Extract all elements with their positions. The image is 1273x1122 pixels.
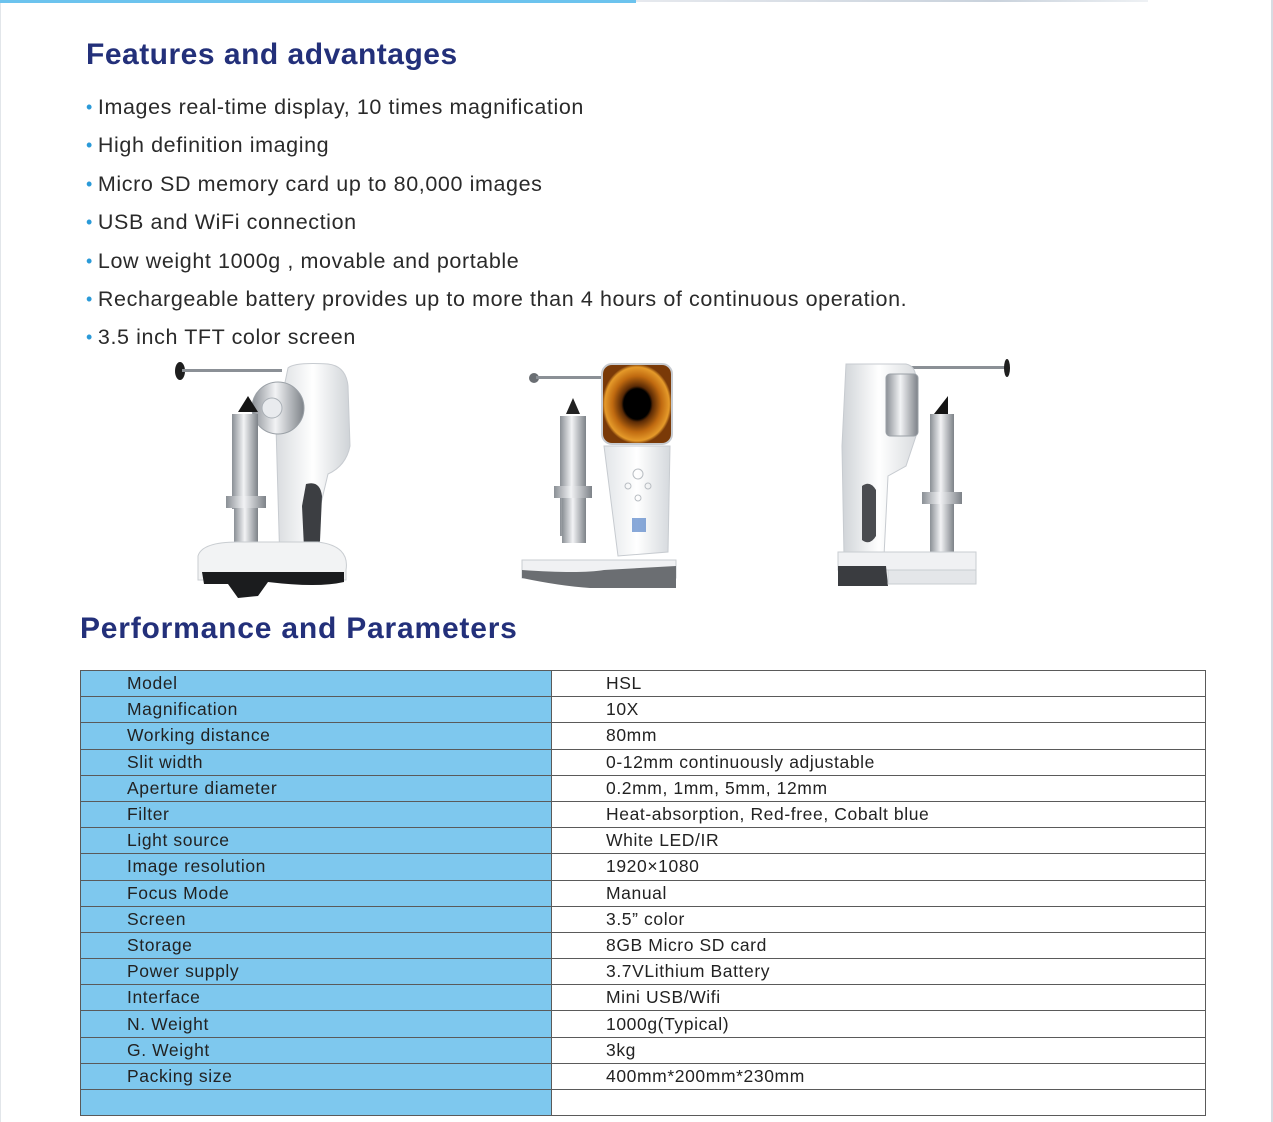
bullet-icon: • [86, 173, 93, 194]
bullet-icon: • [86, 97, 93, 117]
feature-item [86, 320, 907, 358]
feature-text: USB and WiFi connection [97, 210, 357, 235]
parameter-value: 80mm [552, 723, 1206, 749]
feature-item [86, 282, 907, 320]
bullet-icon: • [86, 212, 93, 233]
feature-item [86, 90, 907, 128]
feature-text: 3.5 inch TFT color screen [97, 325, 356, 350]
parameter-value: Mini USB/Wifi [552, 985, 1206, 1011]
parameter-label: Aperture diameter [81, 775, 552, 801]
parameter-value: 0-12mm continuously adjustable [552, 749, 1206, 775]
parameter-value: 3.5” color [552, 906, 1206, 932]
parameter-value: 3.7VLithium Battery [552, 959, 1206, 985]
parameter-value: Heat-absorption, Red-free, Cobalt blue [552, 801, 1206, 827]
feature-item [86, 244, 907, 282]
table-row [81, 906, 1206, 932]
table-row [81, 854, 1206, 880]
feature-item [86, 205, 907, 243]
parameter-label: Filter [81, 801, 552, 827]
parameter-label: Model [81, 671, 552, 697]
table-row [81, 749, 1206, 775]
feature-item [86, 167, 907, 205]
table-row [81, 775, 1206, 801]
feature-text: Low weight 1000g , movable and portable [97, 248, 520, 273]
parameter-value: 0.2mm, 1mm, 5mm, 12mm [552, 775, 1206, 801]
table-row [81, 1063, 1206, 1089]
parameter-label: Packing size [81, 1063, 552, 1089]
parameter-label: Screen [81, 906, 552, 932]
parameter-value: 8GB Micro SD card [552, 932, 1206, 958]
parameter-label: Storage [81, 932, 552, 958]
parameter-label: N. Weight [81, 1011, 552, 1037]
parameter-value: 1000g(Typical) [552, 1011, 1206, 1037]
feature-text: Rechargeable battery provides up to more than 4 hours of continuous operation. [97, 286, 908, 311]
bullet-icon: • [86, 327, 93, 348]
table-row [81, 671, 1206, 697]
parameter-label: Image resolution [81, 854, 552, 880]
parameter-value: 10X [552, 697, 1206, 723]
parameter-value [552, 1090, 1206, 1116]
parameter-label: Magnification [81, 697, 552, 723]
parameter-label: Interface [81, 985, 552, 1011]
parameter-value: 1920×1080 [552, 854, 1206, 880]
feature-text: Images real-time display, 10 times magnification [97, 95, 584, 119]
table-row [81, 1037, 1206, 1063]
table-row [81, 880, 1206, 906]
table-row [81, 959, 1206, 985]
parameter-value: 3kg [552, 1037, 1206, 1063]
slit-lamp-front-view-image [520, 356, 680, 604]
table-row [81, 1011, 1206, 1037]
performance-heading: Performance and Parameters [80, 612, 518, 645]
parameter-label: Power supply [81, 959, 552, 985]
table-row [81, 723, 1206, 749]
features-list [86, 90, 907, 359]
bullet-icon: • [86, 288, 93, 309]
parameter-value: HSL [552, 671, 1206, 697]
parameter-label: Slit width [81, 749, 552, 775]
parameter-label: G. Weight [81, 1037, 552, 1063]
table-row [81, 828, 1206, 854]
features-heading: Features and advantages [86, 38, 458, 71]
page-left-edge [0, 0, 1, 1122]
bullet-icon: • [86, 250, 93, 271]
parameter-value: 400mm*200mm*230mm [552, 1063, 1206, 1089]
table-row [81, 1090, 1206, 1116]
table-row [81, 801, 1206, 827]
product-images [160, 356, 1040, 616]
parameter-label [81, 1090, 552, 1116]
parameter-label: Focus Mode [81, 880, 552, 906]
table-row [81, 697, 1206, 723]
feature-item [86, 128, 907, 166]
parameter-value: White LED/IR [552, 828, 1206, 854]
parameter-label: Working distance [81, 723, 552, 749]
top-accent-bar [0, 0, 636, 3]
table-row [81, 985, 1206, 1011]
slit-lamp-left-view-image [168, 356, 358, 612]
slit-lamp-right-view-image [836, 356, 1016, 596]
table-row [81, 932, 1206, 958]
parameter-label: Light source [81, 828, 552, 854]
parameters-table [80, 670, 1206, 1116]
feature-text: Micro SD memory card up to 80,000 images [97, 171, 543, 196]
bullet-icon: • [86, 135, 93, 156]
feature-text: High definition imaging [97, 133, 330, 158]
top-accent-shadow [636, 0, 1148, 2]
parameter-value: Manual [552, 880, 1206, 906]
